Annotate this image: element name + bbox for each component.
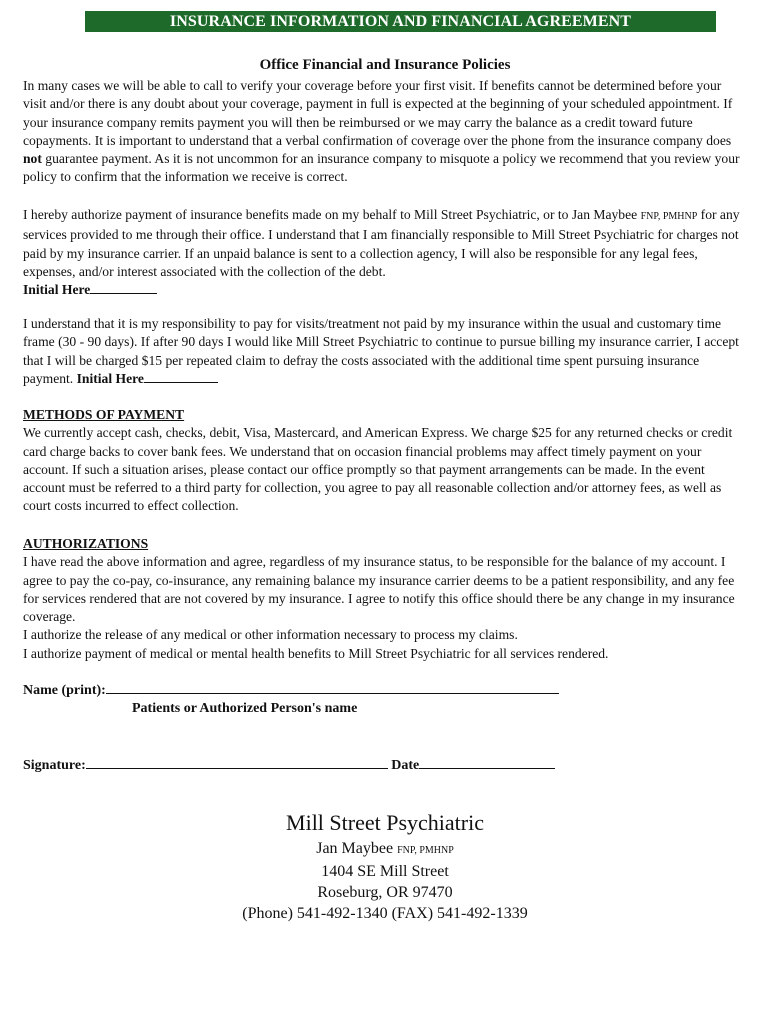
authorizations-text-2: I authorize the release of any medical or other information necessary to process my claims. [23,627,518,643]
authorizations-text-3: I authorize payment of medical or mental health benefits to Mill Street Psychiatric for all services rendered. [23,645,609,661]
signature-label: Signature: [23,758,86,773]
practice-name: Mill Street Psychiatric [286,810,484,835]
initial-field[interactable]: Initial Here [23,281,743,299]
signature-row [23,756,555,775]
provider-credentials: FNP, PMHNP [640,211,698,222]
authorizations-text-1: I have read the above information and agree, regardless of my insurance status, to be responsible for the balance of my account. I agree to pay the co-pay, co-insurance, any remaining balance my insurance carrier deems to be a patient responsibility, and any fee for services rendered that are not covered by my insurance. I agree to notify this office should there be any change in my insurance coverage. [23,554,735,625]
initial-line-2[interactable] [144,370,218,383]
provider-credentials-footer: FNP, PMHNP [397,845,454,856]
document-title-banner: INSURANCE INFORMATION AND FINANCIAL AGREEMENT [85,11,716,32]
emphasis-not: not [23,151,42,167]
payment-text: We currently accept cash, checks, debit, Visa, Mastercard, and American Express. We charge $25 for any returned checks or credit card charge backs to cover bank fees. We understand that on occasion financial problems may affect timely payment on your account. If such a situation arises, please contact our office promptly so that payment arrangements can be made. In the event account must be referred to a third party for collection, you agree to pay all reasonable collection and/or attorney fees, as well as court costs incurred to effect collection. [23,425,733,514]
section-title: Office Financial and Insurance Policies [259,57,511,73]
date-label: Date [391,758,420,773]
practice-footer [0,810,770,924]
initial-field-2[interactable]: Initial Here [77,371,218,386]
street-address: 1404 SE Mill Street [321,863,449,880]
city-address: Roseburg, OR 97470 [317,884,453,901]
responsibility-paragraph: I understand that it is my responsibility to pay for visits/treatment not paid by my insurance within the usual and customary time frame (30 - 90 days). If after 90 days I would like Mill Street Psychiatric to continue to pursue billing my insurance carrier, I accept that I will be charged $15 per repeated claim to defray the costs associated with the additional time spent pursuing insurance payment. Initial Here [23,316,739,386]
payment-section [23,406,743,516]
date-line[interactable] [419,756,555,769]
name-print-field[interactable] [23,681,559,700]
payment-heading: METHODS OF PAYMENT [23,407,185,422]
provider-line: Jan Maybee FNP, PMHNP [316,840,454,857]
authorizations-heading: AUTHORIZATIONS [23,536,149,551]
authorization-paragraph: I hereby authorize payment of insurance benefits made on my behalf to Mill Street Psychiatric, or to Jan Maybee FNP, PMHNP for any services provided to me through their office. I understand that I am financially responsible to Mill Street Psychiatric for charges not paid by my insurance carrier. If an unpaid balance is sent to a collection agency, I will also be responsible for any legal fees, expenses, and/or interest associated with the collection of the debt. Initial Here [23,206,743,299]
name-print-line[interactable] [106,681,559,694]
policy-paragraph: In many cases we will be able to call to verify your coverage before your first visit. If benefits cannot be determined before your visit and/or there is any doubt about your coverage, payment in full is expected at the beginning of your scheduled appointment. If your insurance company remits payment you will then be reimbursed or we may carry the balance as a credit toward future copayments. It is important to understand that a verbal confirmation of coverage over the phone from the insurance company does not guarantee payment. As it is not uncommon for an insurance company to misquote a policy we recommend that you review your policy to confirm that the information we receive is correct. [23,78,740,185]
phone-fax: (Phone) 541-492-1340 (FAX) 541-492-1339 [242,905,528,922]
initial-line[interactable] [90,281,157,294]
name-print-label: Name (print): [23,683,106,698]
name-caption: Patients or Authorized Person's name [132,701,358,716]
authorizations-section [23,535,743,663]
signature-line[interactable] [86,756,388,769]
